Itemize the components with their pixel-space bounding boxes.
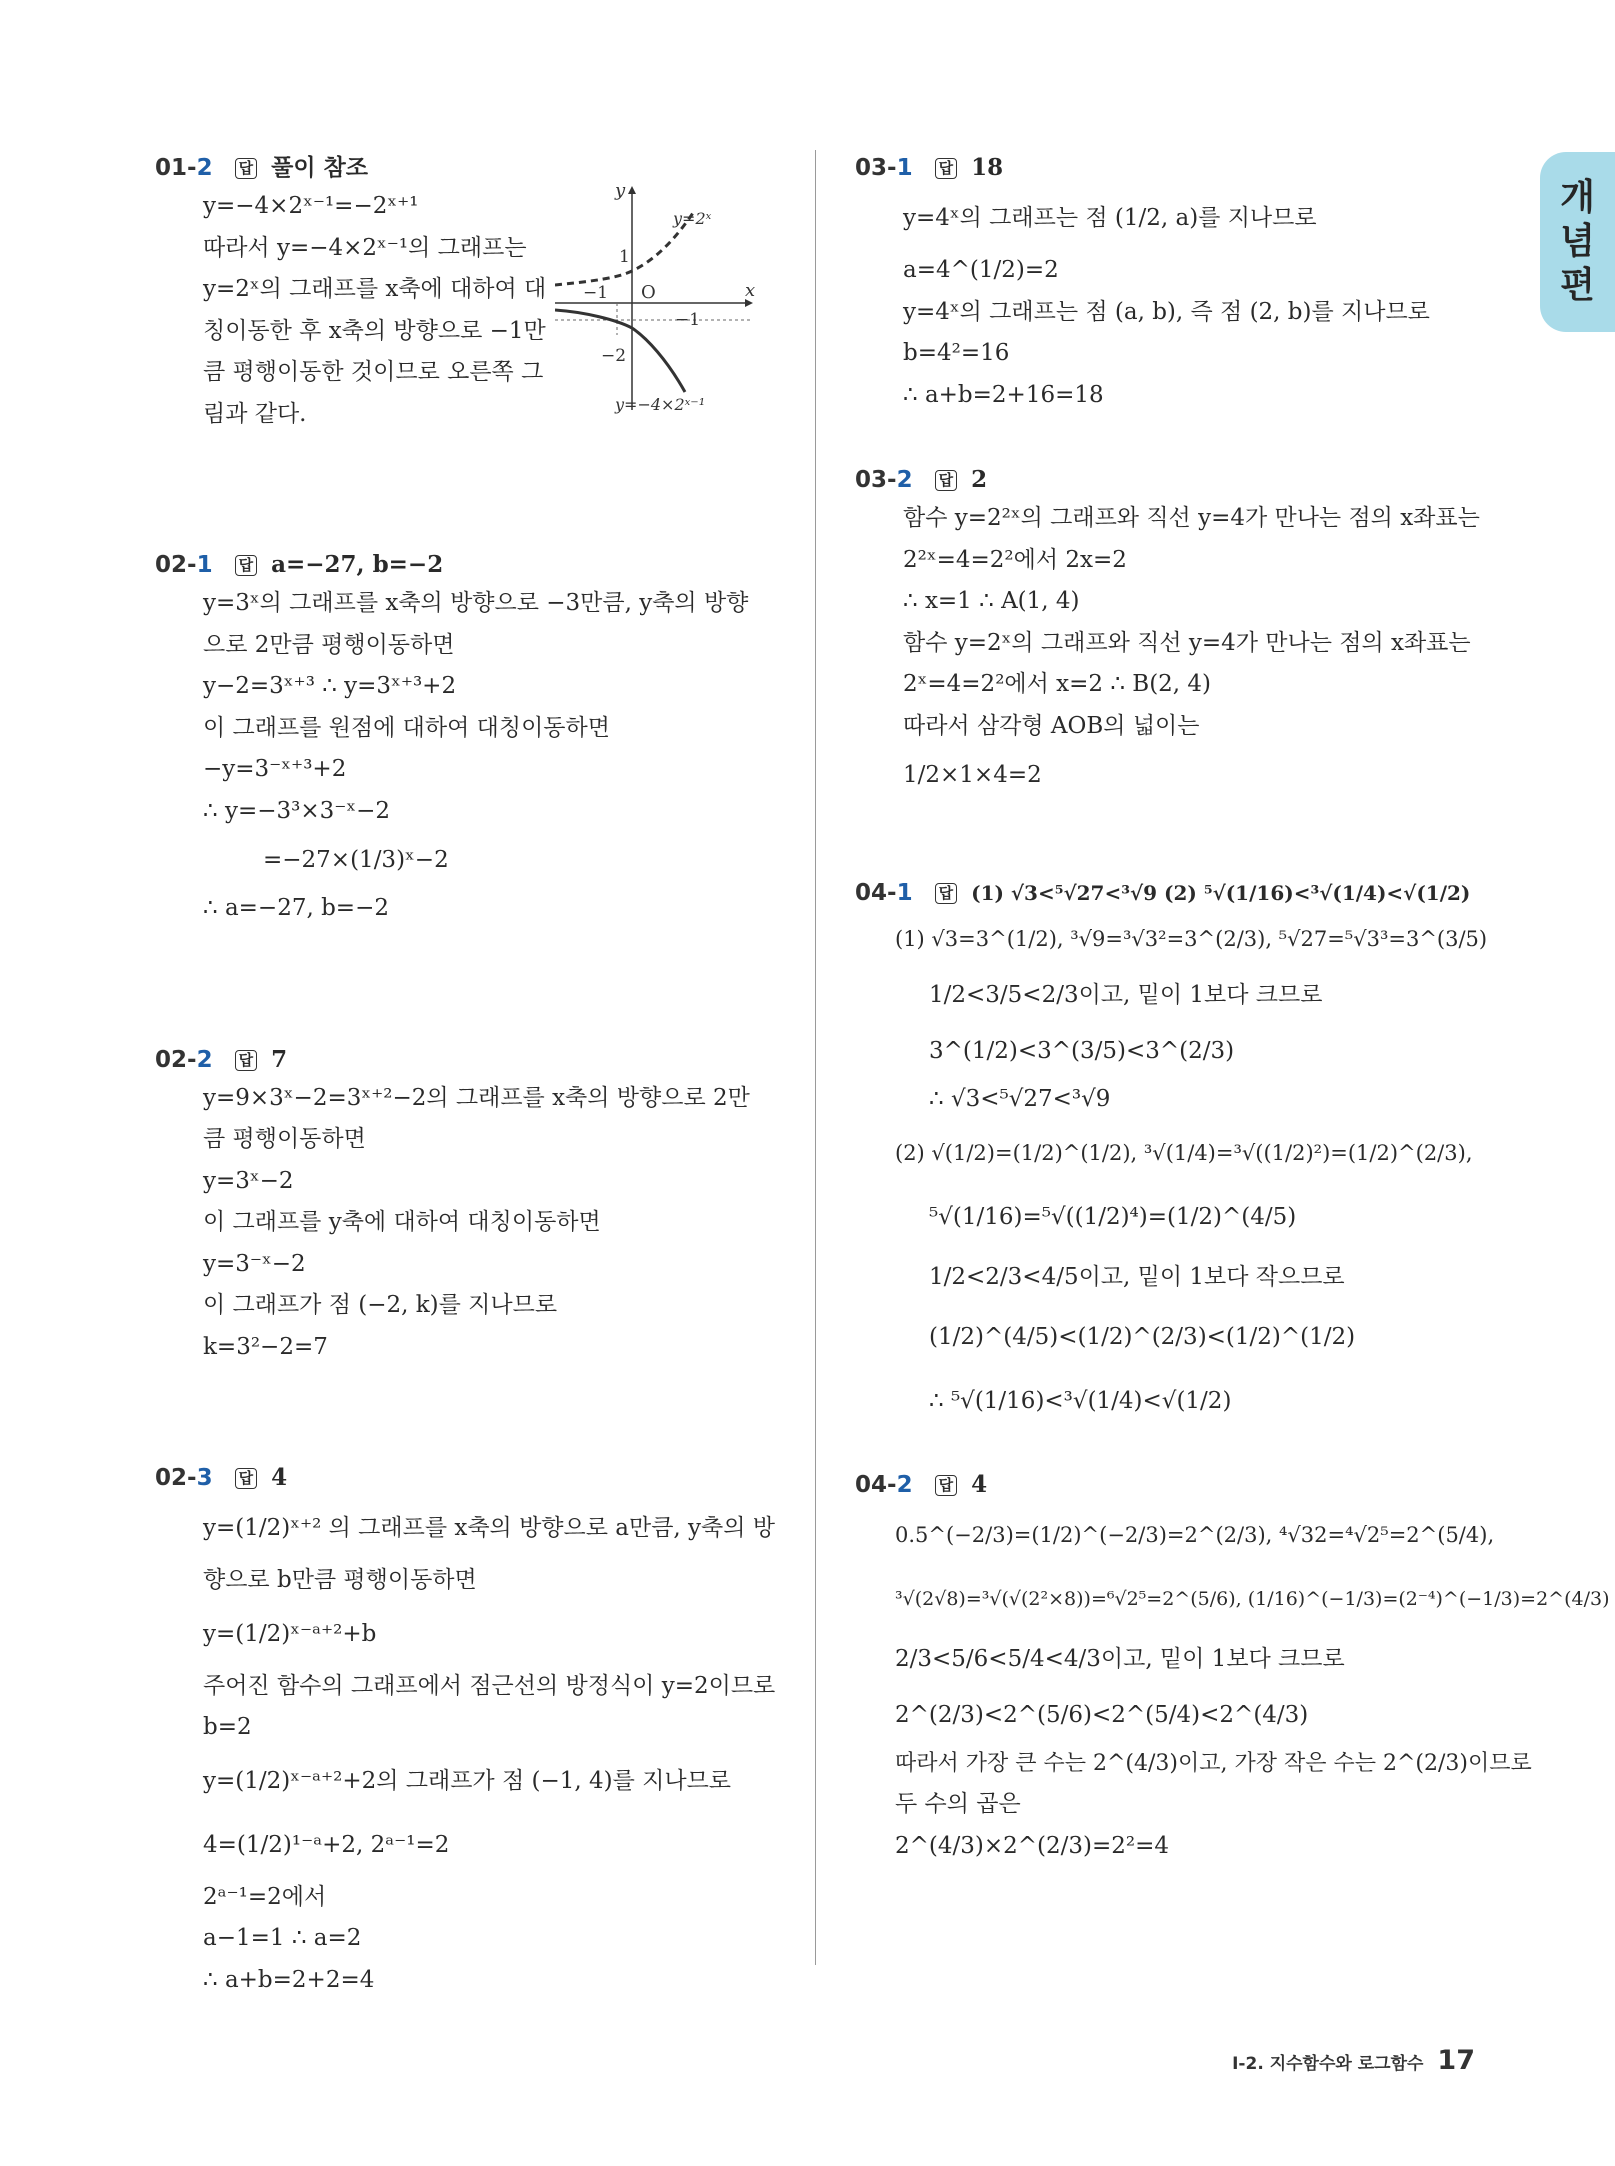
answer-text: 4 xyxy=(971,1470,988,1498)
solution-body xyxy=(155,1496,795,2001)
solution-body xyxy=(155,583,795,930)
solution-line: 림과 같다. xyxy=(203,400,307,427)
solution-line: −y=3⁻ˣ⁺³+2 xyxy=(203,756,347,782)
answer-text: (1) √3<⁵√27<³√9 (2) ⁵√(1/16)<³√(1/4)<√(1/2) xyxy=(971,881,1471,905)
solution-line: 1/2<3/5<2/3이고, 밑이 1보다 크므로 xyxy=(929,982,1323,1008)
solution-line: a−1=1 ∴ a=2 xyxy=(203,1925,362,1951)
page-number: 17 xyxy=(1437,2045,1475,2076)
solution-line: 1/2×1×4=2 xyxy=(903,762,1042,788)
solution-line: 함수 y=2²ˣ의 그래프와 직선 y=4가 만나는 점의 x좌표는 xyxy=(903,505,1480,531)
solution-line: y=9×3ˣ−2=3ˣ⁺²−2의 그래프를 x축의 방향으로 2만 xyxy=(203,1084,750,1111)
solution-body xyxy=(155,180,795,435)
solution-line: 이 그래프를 y축에 대하여 대칭이동하면 xyxy=(203,1209,601,1235)
solution-line: y=2ˣ의 그래프를 x축에 대하여 대 xyxy=(203,276,547,302)
spacer xyxy=(155,930,795,1042)
spacer xyxy=(855,1433,1495,1467)
solution-line: 큼 평행이동한 것이므로 오른쪽 그 xyxy=(203,359,544,385)
solution-body xyxy=(855,186,1495,416)
left-column xyxy=(155,150,795,2001)
solution-line: 4=(1/2)¹⁻ᵃ+2, 2ᵃ⁻¹=2 xyxy=(203,1831,450,1858)
y-axis-arrow xyxy=(628,186,636,194)
solution-line: 이 그래프가 점 (−2, k)를 지나므로 xyxy=(203,1292,558,1318)
concept-section-tab[interactable] xyxy=(1540,152,1615,332)
answer-text: 4 xyxy=(271,1464,288,1491)
solution-line: ∴ a+b=2+2=4 xyxy=(203,1966,375,1993)
solution-body xyxy=(855,911,1495,1433)
solution-line: ∴ y=−3³×3⁻ˣ−2 xyxy=(203,797,391,824)
problem-header xyxy=(155,1042,795,1078)
solution-line: y=(1/2)ˣ⁻ᵃ⁺²+b xyxy=(203,1620,377,1647)
problem-number: 04-1 xyxy=(855,880,913,906)
problem-header xyxy=(155,1460,795,1496)
problem-header xyxy=(855,150,1495,186)
answer-text: 2 xyxy=(971,466,988,493)
problem-header xyxy=(155,547,795,583)
solution-line: ∴ a=−27, b=−2 xyxy=(203,895,389,921)
solution-line: 0.5^(−2/3)=(1/2)^(−2/3)=2^(2/3), ⁴√32=⁴√2⁵=2^(5/4), xyxy=(895,1522,1495,1547)
solution-line: 함수 y=2ˣ의 그래프와 직선 y=4가 만나는 점의 x좌표는 xyxy=(903,629,1471,656)
answer-text: 18 xyxy=(971,154,1004,181)
spacer xyxy=(855,803,1495,875)
spacer xyxy=(855,416,1495,462)
tick-1: 1 xyxy=(619,247,630,267)
solution-line: 칭이동한 후 x축의 방향으로 −1만 xyxy=(203,317,546,344)
y-axis-label: y xyxy=(615,180,626,201)
answer-badge: 답 xyxy=(235,1468,258,1489)
problem-header xyxy=(855,875,1495,911)
solution-line: 2ˣ=4=2²에서 x=2 ∴ B(2, 4) xyxy=(903,671,1212,697)
solution-line: =−27×(1/3)ˣ−2 xyxy=(263,847,449,873)
problem-02-2 xyxy=(155,1042,795,1369)
solution-line: y=−4×2ˣ⁻¹=−2ˣ⁺¹ xyxy=(203,193,419,219)
column-divider xyxy=(815,150,816,1965)
solution-line: 따라서 가장 큰 수는 2^(4/3)이고, 가장 작은 수는 2^(2/3)이므로 xyxy=(895,1750,1532,1776)
answer-text: a=−27, b=−2 xyxy=(271,551,444,578)
solution-line: y=4ˣ의 그래프는 점 (1/2, a)를 지나므로 xyxy=(903,205,1317,231)
solution-line: ⁵√(1/16)=⁵√((1/2)⁴)=(1/2)^(4/5) xyxy=(929,1203,1297,1230)
solution-line: 이 그래프를 원점에 대하여 대칭이동하면 xyxy=(203,714,610,741)
problem-02-3 xyxy=(155,1460,795,2001)
answer-badge: 답 xyxy=(235,158,258,179)
solution-line: y=(1/2)ˣ⁻ᵃ⁺²+2의 그래프가 점 (−1, 4)를 지나므로 xyxy=(203,1767,732,1794)
problem-header xyxy=(855,462,1495,498)
solution-line: 2²ˣ=4=2²에서 2x=2 xyxy=(903,546,1127,573)
solution-line: 으로 2만큼 평행이동하면 xyxy=(203,631,455,658)
answer-badge: 답 xyxy=(235,555,258,576)
solution-line: 2^(2/3)<2^(5/6)<2^(5/4)<2^(4/3) xyxy=(895,1701,1309,1728)
solution-line: y=4ˣ의 그래프는 점 (a, b), 즉 점 (2, b)를 지나므로 xyxy=(903,298,1430,325)
problem-02-1 xyxy=(155,547,795,930)
solution-line: 큼 평행이동하면 xyxy=(203,1126,366,1152)
solution-line: ∴ a+b=2+16=18 xyxy=(903,381,1104,408)
answer-text: 풀이 참조 xyxy=(271,154,368,181)
x-axis-label: x xyxy=(745,280,755,301)
solution-line: 2^(4/3)×2^(2/3)=2²=4 xyxy=(895,1832,1170,1859)
solution-line: y=3ˣ의 그래프를 x축의 방향으로 −3만큼, y축의 방향 xyxy=(203,590,749,616)
solution-line: 두 수의 곱은 xyxy=(895,1791,1021,1817)
solution-body xyxy=(855,498,1495,803)
chapter-title: Ⅰ-2. 지수함수와 로그함수 xyxy=(1232,2054,1424,2074)
problem-header xyxy=(855,1467,1495,1503)
answer-badge: 답 xyxy=(935,158,958,179)
solution-body xyxy=(155,1078,795,1369)
problem-04-2 xyxy=(855,1467,1610,1868)
answer-badge: 답 xyxy=(935,883,958,904)
tick-minus-1-y: −1 xyxy=(675,310,701,330)
answer-badge: 답 xyxy=(235,1050,258,1071)
problem-number: 04-2 xyxy=(855,1471,913,1498)
solution-line: a=4^(1/2)=2 xyxy=(903,257,1059,283)
solution-line: y=3ˣ−2 xyxy=(203,1167,294,1194)
curve1-label: y=2ˣ xyxy=(673,209,712,228)
spacer xyxy=(155,1368,795,1460)
solution-line: (1) √3=3^(1/2), ³√9=³√3²=3^(2/3), ⁵√27=⁵√3³=3^(3/5) xyxy=(895,927,1488,951)
tab-char: 념 xyxy=(1560,221,1595,262)
solution-line: ∴ √3<⁵√27<³√9 xyxy=(929,1086,1111,1112)
solution-line: ∴ ⁵√(1/16)<³√(1/4)<√(1/2) xyxy=(929,1387,1232,1414)
solution-line: 주어진 함수의 그래프에서 점근선의 방정식이 y=2이므로 xyxy=(203,1672,776,1699)
tab-char: 편 xyxy=(1560,265,1595,306)
tick-minus-1-x: −1 xyxy=(583,283,609,303)
answer-badge: 답 xyxy=(935,470,958,491)
solution-line: b=2 xyxy=(203,1714,252,1740)
answer-text: 7 xyxy=(271,1045,288,1073)
solution-line: 2ᵃ⁻¹=2에서 xyxy=(203,1883,327,1910)
solution-line: 2/3<5/6<5/4<4/3이고, 밑이 1보다 크므로 xyxy=(895,1645,1345,1672)
answer-badge: 답 xyxy=(935,1475,958,1496)
curve2-label: y=−4×2ˣ⁻¹ xyxy=(615,395,706,414)
problem-01-2 xyxy=(155,150,795,435)
solution-line: (2) √(1/2)=(1/2)^(1/2), ³√(1/4)=³√((1/2)²)=(1/2)^(2/3), xyxy=(895,1140,1473,1165)
spacer xyxy=(155,435,795,547)
tab-char: 개 xyxy=(1560,177,1595,218)
solution-line: y−2=3ˣ⁺³ ∴ y=3ˣ⁺³+2 xyxy=(203,673,457,699)
problem-number: 01-2 xyxy=(155,155,213,181)
problem-number: 02-2 xyxy=(155,1046,213,1073)
problem-number: 02-1 xyxy=(155,552,213,578)
solution-line: ³√(2√8)=³√(√(2²×8))=⁶√2⁵=2^(5/6), (1/16)^(−1/3)=(2⁻⁴)^(−1/3)=2^(4/3) xyxy=(895,1587,1610,1610)
solution-line: y=3⁻ˣ−2 xyxy=(203,1250,306,1277)
solution-line: ∴ x=1 ∴ A(1, 4) xyxy=(903,588,1080,614)
problem-03-1 xyxy=(855,150,1495,416)
solution-line: 3^(1/2)<3^(3/5)<3^(2/3) xyxy=(929,1038,1235,1064)
problem-number: 02-3 xyxy=(155,1465,213,1491)
problem-number: 03-2 xyxy=(855,467,913,493)
problem-04-1 xyxy=(855,875,1495,1433)
solution-line: k=3²−2=7 xyxy=(203,1333,328,1360)
solution-line: 1/2<2/3<4/5이고, 밑이 1보다 작으므로 xyxy=(929,1263,1345,1290)
solution-line: (1/2)^(4/5)<(1/2)^(2/3)<(1/2)^(1/2) xyxy=(929,1323,1356,1350)
tick-minus-2: −2 xyxy=(601,346,627,366)
solution-body xyxy=(855,1503,1610,1868)
problem-03-2 xyxy=(855,462,1495,803)
solution-line: 향으로 b만큼 평행이동하면 xyxy=(203,1567,477,1593)
origin-label: O xyxy=(641,282,656,303)
exponential-graph xyxy=(555,180,755,420)
page-footer xyxy=(1232,2045,1475,2076)
solution-line: 따라서 y=−4×2ˣ⁻¹의 그래프는 xyxy=(203,234,527,261)
solution-line: y=(1/2)ˣ⁺² 의 그래프를 x축의 방향으로 a만큼, y축의 방 xyxy=(203,1515,775,1541)
right-column xyxy=(855,150,1610,1867)
solution-line: 따라서 삼각형 AOB의 넓이는 xyxy=(903,712,1200,739)
problem-number: 03-1 xyxy=(855,155,913,181)
solution-line: b=4²=16 xyxy=(903,340,1010,366)
